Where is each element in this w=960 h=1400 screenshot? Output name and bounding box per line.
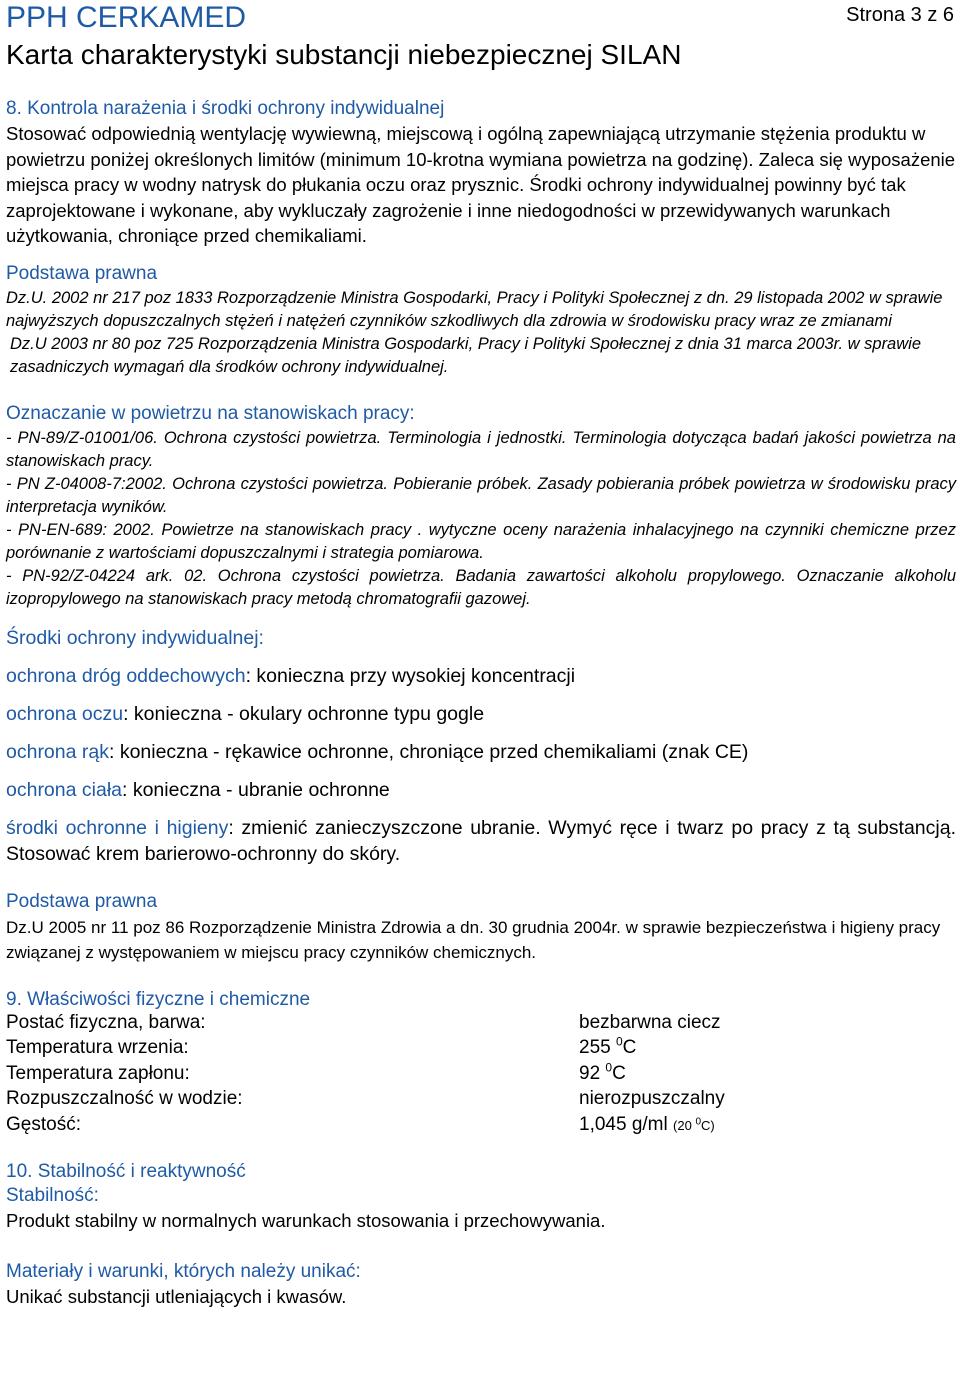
property-value-cell xyxy=(579,1114,725,1140)
property-value: 92 xyxy=(579,1062,601,1084)
property-row xyxy=(6,1114,725,1140)
ppe-text: : zmienić zanieczyszczone ubranie. Wymyć ręce i twarz po pracy z tą substancją. Stosować krem barierowo-ochronny do skóry. xyxy=(6,816,956,865)
ppe-hygiene xyxy=(6,815,956,867)
stability-text: Produkt stabilny w normalnych warunkach stosowania i przechowywania. xyxy=(6,1210,606,1231)
avoid-text: Unikać substancji utleniających i kwasów. xyxy=(6,1285,347,1307)
ppe-title: Środki ochrony indywidualnej: xyxy=(6,626,264,649)
property-row xyxy=(6,1088,725,1114)
ppe-label: środki ochronne i higieny xyxy=(6,816,229,839)
property-value: 255 xyxy=(579,1037,611,1058)
ppe-label: ochrona rąk xyxy=(6,740,109,763)
document-title: Karta charakterystyki substancji niebezpiecznej SILAN xyxy=(6,39,682,70)
property-key: Postać fizyczna, barwa: xyxy=(6,1011,206,1033)
property-unit: C xyxy=(622,1037,637,1058)
section-9-title: 9. Właściwości fizyczne i chemiczne xyxy=(6,988,311,1010)
legal-basis-1: Dz.U. 2002 nr 217 poz 1833 Rozporządzenie Ministra Gospodarki, Pracy i Polityki Społecznej z dn. 29 listopada 2002 w sprawie najwyższych dopuszczalnych stężeń i natężeń czynników szkodliwych dla zdrowia w środowisku pracy wraz ze zmianami xyxy=(6,288,943,330)
air-standard-item: - PN-92/Z-04224 ark. 02. Ochrona czystości powietrza. Badania zawartości alkoholu propylowego. Oznaczanie alkoholu izopropylowego na stanowiskach pracy metodą chromatografii gazowej. xyxy=(6,566,956,608)
page-number: Strona 3 z 6 xyxy=(846,4,954,26)
ppe-text: : konieczna - rękawice ochronne, chroniące przed chemikaliami (znak CE) xyxy=(108,740,749,763)
ppe-eyes xyxy=(6,701,956,727)
degree-sup: 0 xyxy=(605,1060,613,1075)
properties-table xyxy=(6,1012,725,1140)
ppe-hands xyxy=(6,739,956,765)
legal-basis-title: Podstawa prawna xyxy=(6,262,158,284)
property-value: 1,045 g/ml xyxy=(579,1113,668,1135)
ppe-respiratory xyxy=(6,663,956,689)
ppe-text: : konieczna - okulary ochronne typu gogle xyxy=(123,702,485,725)
property-value-cell xyxy=(579,1060,725,1089)
property-row xyxy=(6,1012,725,1038)
air-standard-item: - PN-EN-689: 2002. Powietrze na stanowiskach pracy . wytyczne oceny narażenia inhalacyjnego na czynniki chemiczne przez porównanie z wartościami dopuszczalnymi i strategia pomiarowa. xyxy=(6,520,956,562)
degree-sup: 0 xyxy=(695,1116,701,1128)
content xyxy=(6,96,956,1309)
air-standard-item: - PN-89/Z-01001/06. Ochrona czystości powietrza. Terminologia i jednostki. Terminologia dotycząca badań jakości powietrza na stanowiskach pracy. xyxy=(6,428,956,470)
section-8-title: 8. Kontrola narażenia i środki ochrony indywidualnej xyxy=(6,98,445,119)
property-row xyxy=(6,1037,725,1063)
section-8-paragraph: Stosować odpowiednią wentylację wywiewną, miejscową i ogólną zapewniającą utrzymanie stężenia produktu w powietrzu poniżej określonych limitów (minimum 10-krotna wymiana powietrza na godzinę). Zaleca się wyposażenie miejsca pracy w wodny natrysk do płukania oczu oraz prysznic. Środki ochrony indywidualnej powinny być tak zaprojektowane i wykonane, aby wykluczały zagrożenie i inne niedogodności w przewidywanych warunkach użytkowania, chroniące przed chemikaliami. xyxy=(6,123,956,246)
ppe-text: : konieczna - ubranie ochronne xyxy=(122,778,390,801)
legal-basis-title-2: Podstawa prawna xyxy=(6,890,158,912)
company-name: PPH CERKAMED xyxy=(6,1,247,34)
property-value: bezbarwna ciecz xyxy=(579,1011,721,1033)
stability-title: Stabilność: xyxy=(6,1185,99,1206)
ppe-label: ochrona dróg oddechowych xyxy=(6,664,246,687)
property-row xyxy=(6,1063,725,1089)
legal-basis-2: Dz.U 2003 nr 80 poz 725 Rozporządzenia Ministra Gospodarki, Pracy i Polityki Społecznej z dnia 31 marca 2003r. w sprawie zasadniczych wymagań dla środków ochrony indywidualnej. xyxy=(10,334,921,376)
note-pre: (20 xyxy=(673,1117,692,1133)
property-value-cell xyxy=(579,1034,725,1063)
note-post: C) xyxy=(701,1117,715,1133)
property-key: Temperatura zapłonu: xyxy=(6,1062,190,1084)
property-key: Temperatura wrzenia: xyxy=(6,1037,189,1058)
ppe-body xyxy=(6,777,956,803)
ppe-label: ochrona oczu xyxy=(6,702,124,725)
property-unit: C xyxy=(612,1062,626,1084)
degree-sup: 0 xyxy=(615,1034,623,1049)
legal-basis-3: Dz.U 2005 nr 11 poz 86 Rozporządzenie Ministra Zdrowia a dn. 30 grudnia 2004r. w sprawie bezpieczeństwa i higieny pracy związanej z występowaniem w miejscu pracy czynników chemicznych. xyxy=(6,917,941,962)
ppe-label: ochrona ciała xyxy=(6,778,122,801)
ppe-text: : konieczna przy wysokiej koncentracji xyxy=(245,664,576,687)
property-value: nierozpuszczalny xyxy=(579,1088,725,1109)
property-note xyxy=(673,1118,715,1133)
section-10-title: 10. Stabilność i reaktywność xyxy=(6,1161,246,1182)
property-key: Rozpuszczalność w wodzie: xyxy=(6,1088,243,1109)
air-standard-item: - PN Z-04008-7:2002. Ochrona czystości powietrza. Pobieranie próbek. Zasady pobierania próbek powietrza w środowisku pracy interpretacja wyników. xyxy=(6,474,956,516)
property-key: Gęstość: xyxy=(6,1113,81,1135)
air-measurement-title: Oznaczanie w powietrzu na stanowiskach pracy: xyxy=(6,402,415,424)
avoid-title: Materiały i warunki, których należy unikać: xyxy=(6,1260,361,1282)
